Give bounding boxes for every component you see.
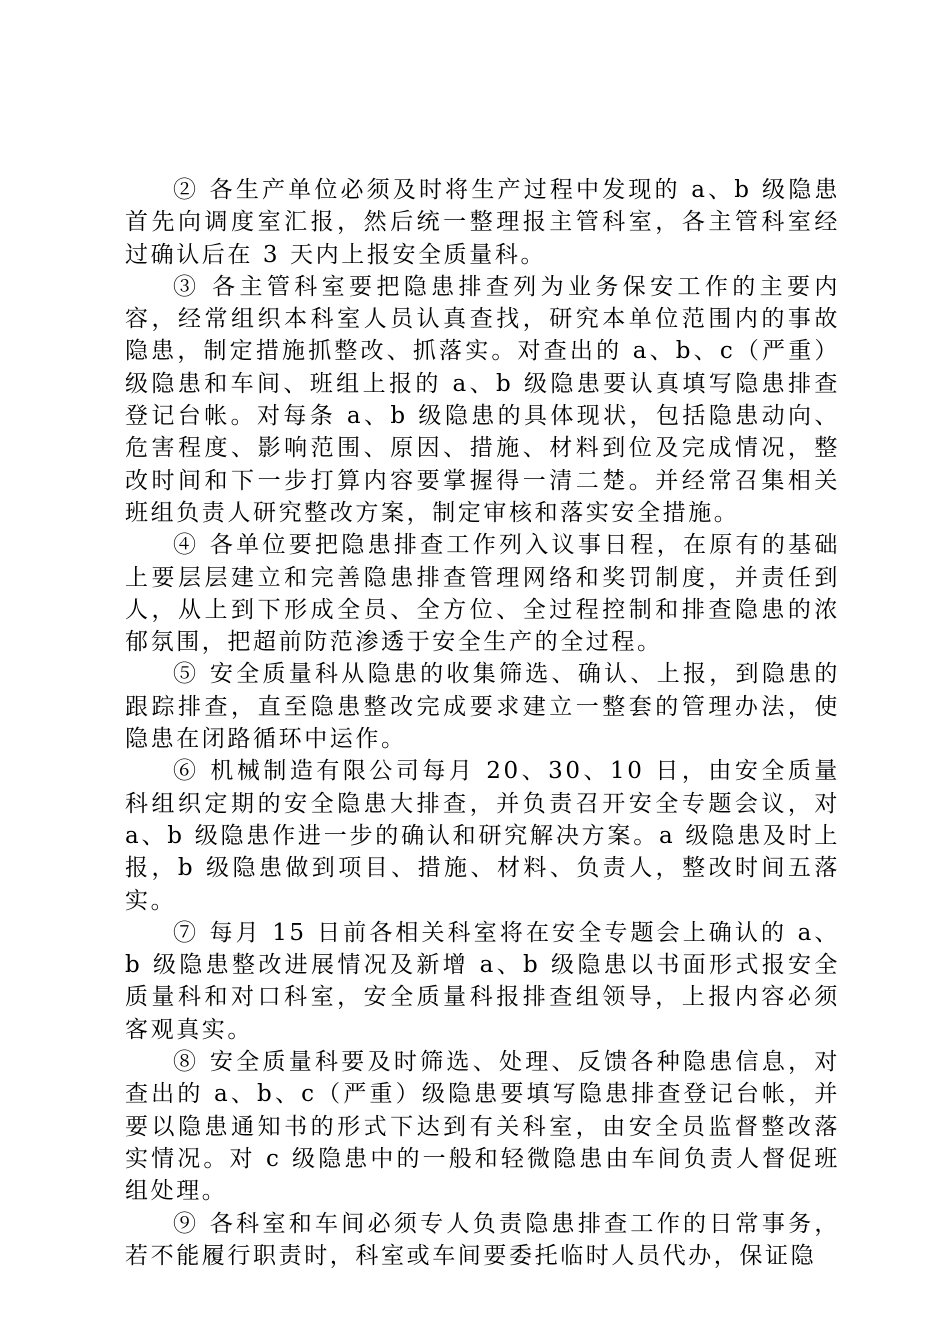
- paragraph-item-3: ③ 各主管科室要把隐患排查列为业务保安工作的主要内容，经常组织本科室人员认真查找，研究本单位范围内的事故隐患，制定措施抓整改、抓落实。对查出的 a、b、c（严重）级隐患和车间、班组上报的 a、b 级隐患要认真填写隐患排查登记台帐。对每条 a、b 级隐患的具体现状，包括隐患动向、危害程度、影响范围、原因、措施、材料到位及完成情况，整改时间和下一步打算内容要掌握得一清二楚。并经常召集相关班组负责人研究整改方案，制定审核和落实安全措施。: [125, 273, 840, 526]
- paragraph-item-2: ② 各生产单位必须及时将生产过程中发现的 a、b 级隐患首先向调度室汇报，然后统一整理报主管科室，各主管科室经过确认后在 3 天内上报安全质量科。: [125, 177, 840, 268]
- paragraph-item-4: ④ 各单位要把隐患排查工作列入议事日程，在原有的基础上要层层建立和完善隐患排查管理网络和奖罚制度，并责任到人，从上到下形成全员、全方位、全过程控制和排查隐患的浓郁氛围，把超前防范渗透于安全生产的全过程。: [125, 532, 840, 656]
- paragraph-item-8: ⑧ 安全质量科要及时筛选、处理、反馈各种隐患信息，对查出的 a、b、c（严重）级隐患要填写隐患排查登记台帐，并要以隐患通知书的形式下达到有关科室，由安全员监督整改落实情况。对 c 级隐患中的一般和轻微隐患由车间负责人督促班组处理。: [125, 1049, 840, 1205]
- paragraph-item-9: ⑨ 各科室和车间必须专人负责隐患排查工作的日常事务，若不能履行职责时，科室或车间要委托临时人员代办，保证隐: [125, 1210, 840, 1269]
- paragraph-item-6: ⑥ 机械制造有限公司每月 20、30、10 日，由安全质量科组织定期的安全隐患大排查，并负责召开安全专题会议，对 a、b 级隐患作进一步的确认和研究解决方案。a 级隐患及时上报，b 级隐患做到项目、措施、材料、负责人，整改时间五落实。: [125, 758, 840, 914]
- document-body: [125, 174, 840, 1272]
- paragraph-item-7: ⑦ 每月 15 日前各相关科室将在安全专题会上确认的 a、b 级隐患整改进展情况及新增 a、b 级隐患以书面形式报安全质量科和对口科室，安全质量科报排查组领导，上报内容必须客观真实。: [125, 919, 840, 1043]
- paragraph-item-5: ⑤ 安全质量科从隐患的收集筛选、确认、上报，到隐患的跟踪排查，直至隐患整改完成要求建立一整套的管理办法，使隐患在闭路循环中运作。: [125, 661, 840, 753]
